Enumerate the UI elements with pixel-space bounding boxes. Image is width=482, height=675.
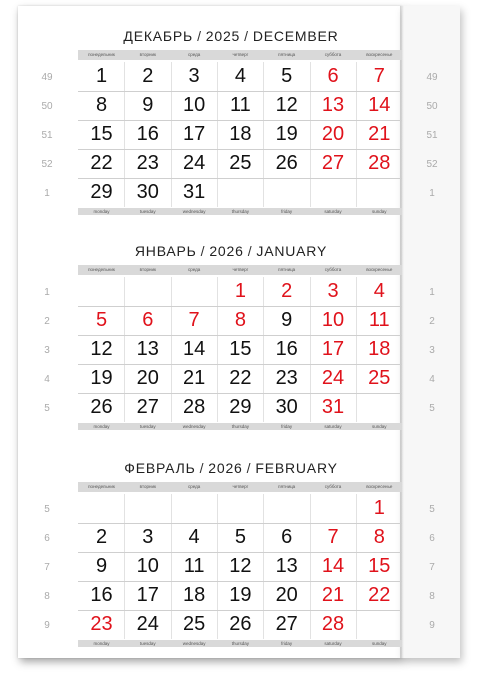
- weekday-footer-label: sunday: [372, 424, 387, 429]
- day-number[interactable]: 2: [142, 65, 154, 87]
- day-number[interactable]: 30: [136, 181, 159, 203]
- weekday-header-label: понедельник: [88, 484, 115, 489]
- day-number[interactable]: 9: [142, 94, 154, 116]
- weekday-header-label: суббота: [324, 484, 342, 489]
- weekday-header-label: четверг: [232, 267, 249, 272]
- week-number-left: 52: [41, 159, 53, 170]
- week-number-right: 1: [429, 188, 435, 199]
- day-number[interactable]: 22: [229, 367, 252, 389]
- day-number[interactable]: 31: [321, 396, 345, 418]
- grid-row-divider: [78, 610, 402, 611]
- month-name-ru: ФЕВРАЛЬ: [124, 460, 196, 476]
- month-title: [60, 460, 402, 480]
- weekday-header-label: вторник: [139, 52, 156, 57]
- day-number[interactable]: 15: [229, 338, 252, 360]
- day-number[interactable]: 19: [229, 584, 252, 606]
- day-number[interactable]: 21: [182, 367, 206, 389]
- weekday-footer-label: tuesday: [139, 641, 156, 646]
- day-number[interactable]: 20: [136, 367, 159, 389]
- month-block: [0, 243, 482, 453]
- day-number[interactable]: 1: [234, 280, 246, 302]
- weekday-footer-label: friday: [281, 641, 293, 646]
- weekday-header-label: среда: [187, 52, 201, 57]
- day-number[interactable]: 23: [90, 613, 113, 635]
- week-number-right: 49: [426, 72, 438, 83]
- grid-row-divider: [78, 523, 402, 524]
- day-number[interactable]: 7: [188, 309, 200, 331]
- day-number[interactable]: 2: [95, 526, 108, 548]
- weekday-header-label: понедельник: [88, 267, 115, 272]
- week-number-right: 1: [429, 287, 435, 298]
- weekday-header-label: среда: [187, 267, 201, 272]
- day-number[interactable]: 21: [321, 584, 345, 606]
- weekday-footer-label: tuesday: [139, 209, 156, 214]
- day-number[interactable]: 25: [182, 613, 206, 635]
- week-number-left: 49: [41, 72, 53, 83]
- day-number[interactable]: 4: [188, 526, 200, 548]
- day-number[interactable]: 18: [229, 123, 252, 145]
- weekday-header-label: пятница: [278, 267, 296, 272]
- day-number[interactable]: 7: [327, 526, 339, 548]
- day-number[interactable]: 9: [281, 309, 293, 331]
- day-number[interactable]: 27: [275, 613, 298, 635]
- title-separator: /: [244, 28, 249, 44]
- day-number[interactable]: 3: [188, 65, 200, 87]
- weekday-footer-label: saturday: [324, 641, 342, 646]
- month-name-ru: ДЕКАБРЬ: [123, 28, 194, 44]
- title-separator: /: [246, 460, 252, 476]
- week-number-left: 6: [44, 533, 50, 544]
- day-number[interactable]: 20: [321, 123, 345, 145]
- day-number[interactable]: 22: [90, 152, 113, 174]
- day-number[interactable]: 28: [182, 396, 206, 418]
- week-number-right: 4: [429, 374, 435, 385]
- weekday-footer-label: friday: [281, 424, 293, 429]
- day-number[interactable]: 3: [142, 526, 154, 548]
- week-number-right: 2: [429, 316, 435, 327]
- week-number-right: 3: [429, 345, 435, 356]
- title-separator: /: [200, 243, 206, 259]
- weekday-header-strip: [78, 265, 402, 275]
- weekday-footer-label: monday: [93, 424, 110, 429]
- day-number[interactable]: 13: [136, 338, 159, 360]
- title-separator: /: [199, 460, 205, 476]
- weekday-footer-label: wednesday: [182, 641, 206, 646]
- day-number[interactable]: 14: [368, 94, 391, 116]
- weekday-footer-label: sunday: [372, 209, 387, 214]
- weekday-footer-label: saturday: [324, 209, 342, 214]
- day-number[interactable]: 28: [321, 613, 345, 635]
- week-number-left: 50: [41, 101, 53, 112]
- week-number-left: 2: [44, 316, 50, 327]
- weekday-header-label: суббота: [324, 267, 342, 272]
- day-number[interactable]: 14: [321, 555, 345, 577]
- week-number-right: 52: [426, 159, 438, 170]
- day-number[interactable]: 1: [373, 497, 385, 519]
- day-number[interactable]: 24: [321, 367, 345, 389]
- day-number[interactable]: 8: [95, 94, 108, 116]
- month-name-en: FEBRUARY: [255, 460, 338, 476]
- weekday-footer-label: sunday: [372, 641, 387, 646]
- weekday-header-label: пятница: [278, 52, 296, 57]
- day-number[interactable]: 9: [95, 555, 108, 577]
- weekday-footer-strip: [78, 423, 402, 430]
- day-number[interactable]: 3: [327, 280, 339, 302]
- week-number-left: 5: [44, 504, 50, 515]
- day-number[interactable]: 20: [275, 584, 298, 606]
- day-number[interactable]: 25: [368, 367, 391, 389]
- month-day-grid: [78, 62, 402, 207]
- weekday-header-strip: [78, 482, 402, 492]
- week-number-right: 51: [426, 130, 438, 141]
- day-number[interactable]: 17: [182, 123, 206, 145]
- weekday-header-label: воскресенье: [366, 52, 393, 57]
- day-number[interactable]: 24: [136, 613, 159, 635]
- weekday-footer-label: thursday: [231, 641, 250, 646]
- day-number[interactable]: 13: [275, 555, 298, 577]
- grid-row-divider: [78, 552, 402, 553]
- week-number-right: 9: [429, 620, 435, 631]
- week-number-left: 51: [41, 130, 53, 141]
- grid-row-divider: [78, 178, 402, 179]
- day-number[interactable]: 5: [95, 309, 108, 331]
- grid-row-divider: [78, 149, 402, 150]
- day-number[interactable]: 15: [368, 555, 391, 577]
- day-number[interactable]: 10: [136, 555, 159, 577]
- day-number[interactable]: 19: [275, 123, 298, 145]
- weekday-header-label: суббота: [324, 52, 342, 57]
- day-number[interactable]: 27: [321, 152, 345, 174]
- weekday-header-label: пятница: [278, 484, 296, 489]
- weekday-header-strip: [78, 50, 402, 60]
- month-block: [0, 28, 482, 238]
- day-number[interactable]: 18: [182, 584, 206, 606]
- week-number-right: 8: [429, 591, 435, 602]
- day-number[interactable]: 23: [275, 367, 298, 389]
- day-number[interactable]: 16: [90, 584, 113, 606]
- month-day-grid: [78, 277, 402, 422]
- weekday-header-label: понедельник: [88, 52, 115, 57]
- week-number-left: 8: [44, 591, 50, 602]
- weekday-header-label: воскресенье: [366, 267, 393, 272]
- day-number[interactable]: 27: [136, 396, 159, 418]
- weekday-header-label: вторник: [139, 267, 156, 272]
- day-number[interactable]: 8: [373, 526, 385, 548]
- month-name-en: JANUARY: [256, 243, 328, 259]
- day-number[interactable]: 4: [373, 280, 385, 302]
- day-number[interactable]: 12: [90, 338, 113, 360]
- day-number[interactable]: 29: [90, 181, 113, 203]
- weekday-footer-label: tuesday: [139, 424, 156, 429]
- day-number[interactable]: 12: [275, 94, 298, 116]
- month-name-en: DECEMBER: [252, 28, 339, 44]
- weekday-footer-label: friday: [281, 209, 293, 214]
- month-year: 2025: [205, 28, 241, 44]
- day-number[interactable]: 17: [136, 584, 159, 606]
- day-number[interactable]: 16: [136, 123, 159, 145]
- weekday-footer-label: monday: [93, 209, 110, 214]
- day-number[interactable]: 13: [321, 94, 345, 116]
- day-number[interactable]: 10: [182, 94, 206, 116]
- day-number[interactable]: 26: [90, 396, 113, 418]
- day-number[interactable]: 23: [136, 152, 159, 174]
- day-number[interactable]: 4: [234, 65, 246, 87]
- day-number[interactable]: 8: [234, 309, 246, 331]
- week-number-left: 5: [44, 403, 50, 414]
- weekday-header-label: вторник: [139, 484, 156, 489]
- weekday-footer-label: wednesday: [182, 424, 206, 429]
- week-number-right: 7: [429, 562, 435, 573]
- day-number[interactable]: 1: [95, 65, 108, 87]
- month-title: [60, 243, 402, 263]
- month-year: 2026: [209, 243, 244, 259]
- weekday-footer-strip: [78, 208, 402, 215]
- week-number-right: 6: [429, 533, 435, 544]
- day-number[interactable]: 21: [368, 123, 391, 145]
- day-number[interactable]: 7: [373, 65, 385, 87]
- weekday-footer-label: saturday: [324, 424, 342, 429]
- day-number[interactable]: 11: [183, 555, 205, 577]
- week-number-right: 50: [426, 101, 438, 112]
- week-number-right: 5: [429, 504, 435, 515]
- week-number-left: 1: [44, 188, 50, 199]
- week-number-left: 1: [44, 287, 50, 298]
- weekday-footer-label: wednesday: [182, 209, 206, 214]
- month-name-ru: ЯНВАРЬ: [134, 243, 197, 259]
- title-separator: /: [197, 28, 202, 44]
- weekday-footer-label: monday: [93, 641, 110, 646]
- day-number[interactable]: 15: [90, 123, 113, 145]
- day-number[interactable]: 29: [229, 396, 252, 418]
- month-block: [0, 460, 482, 670]
- day-number[interactable]: 17: [321, 338, 345, 360]
- day-number[interactable]: 10: [321, 309, 345, 331]
- weekday-header-label: среда: [187, 484, 201, 489]
- day-number[interactable]: 12: [229, 555, 252, 577]
- month-day-grid: [78, 494, 402, 639]
- day-number[interactable]: 22: [368, 584, 391, 606]
- day-number[interactable]: 2: [281, 280, 293, 302]
- day-number[interactable]: 6: [142, 309, 154, 331]
- day-number[interactable]: 26: [275, 152, 298, 174]
- day-number[interactable]: 31: [182, 181, 206, 203]
- month-title: [60, 28, 402, 48]
- week-number-left: 4: [44, 374, 50, 385]
- day-number[interactable]: 24: [182, 152, 206, 174]
- grid-row-divider: [78, 393, 402, 394]
- day-number[interactable]: 14: [182, 338, 206, 360]
- grid-row-divider: [78, 581, 402, 582]
- week-number-left: 3: [44, 345, 50, 356]
- day-number[interactable]: 19: [90, 367, 113, 389]
- grid-row-divider: [78, 91, 402, 92]
- title-separator: /: [247, 243, 253, 259]
- weekday-header-label: четверг: [232, 52, 249, 57]
- grid-row-divider: [78, 306, 402, 307]
- grid-row-divider: [78, 120, 402, 121]
- week-number-left: 9: [44, 620, 50, 631]
- week-number-left: 7: [44, 562, 50, 573]
- day-number[interactable]: 28: [368, 152, 391, 174]
- day-number[interactable]: 16: [275, 338, 298, 360]
- weekday-footer-label: thursday: [231, 209, 250, 214]
- day-number[interactable]: 6: [327, 65, 339, 87]
- grid-row-divider: [78, 335, 402, 336]
- weekday-header-label: воскресенье: [366, 484, 393, 489]
- day-number[interactable]: 5: [234, 526, 246, 548]
- day-number[interactable]: 11: [368, 309, 390, 331]
- week-number-right: 5: [429, 403, 435, 414]
- day-number[interactable]: 18: [368, 338, 391, 360]
- day-number[interactable]: 11: [230, 94, 251, 116]
- weekday-footer-label: thursday: [231, 424, 250, 429]
- weekday-header-label: четверг: [232, 484, 249, 489]
- day-number[interactable]: 6: [281, 526, 293, 548]
- weekday-footer-strip: [78, 640, 402, 647]
- day-number[interactable]: 5: [281, 65, 293, 87]
- day-number[interactable]: 26: [229, 613, 252, 635]
- day-number[interactable]: 25: [229, 152, 252, 174]
- grid-row-divider: [78, 364, 402, 365]
- month-year: 2026: [208, 460, 243, 476]
- day-number[interactable]: 30: [275, 396, 298, 418]
